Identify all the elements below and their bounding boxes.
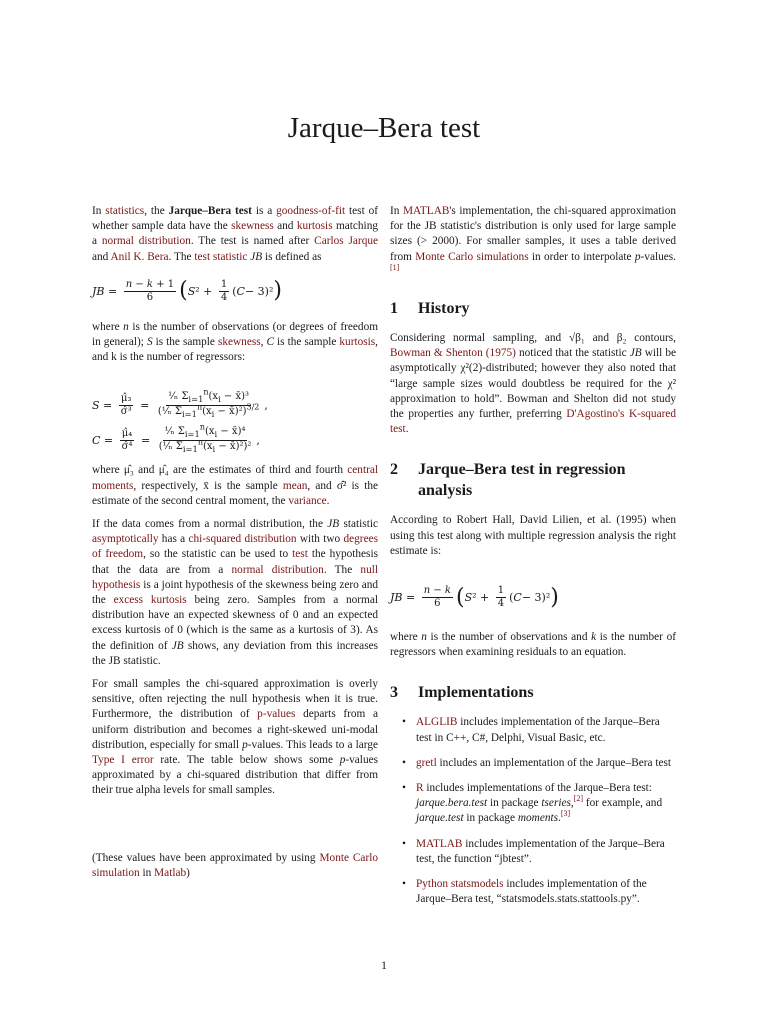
text-run: in bbox=[139, 866, 155, 879]
text-run: being zero. Samples from a normal distribution have an expected skewness of 0 and an expected excess kurtosis of 0 (which is the same as a kurtosis of 3). As the definition of bbox=[92, 594, 378, 652]
inline-link[interactable]: central moments bbox=[92, 464, 378, 492]
text-run: , bbox=[570, 797, 574, 810]
inline-link[interactable]: [2] bbox=[573, 794, 584, 804]
text-run: in package bbox=[463, 812, 518, 825]
skewness-formula: S = $\frac{\text{μ̂₃}}{\text{σ̂³}}$ = $\frac{^1⁄_n \Sigma_{i=1}^n(x_i - x̄)^3}{(^1⁄_n \Sigma_{i=1}^n(x_i - x̄)^2)^{3/2}}$ , bbox=[92, 388, 268, 420]
text-run: p bbox=[634, 250, 641, 263]
inline-link[interactable]: test statistic bbox=[194, 250, 248, 263]
inline-link[interactable]: excess kurtosis bbox=[113, 594, 187, 607]
implementations-list bbox=[390, 715, 676, 907]
text-run: . bbox=[405, 423, 409, 436]
text-run: -values. This leads to a large bbox=[247, 738, 378, 751]
text-run: , and k is the number of regressors: bbox=[92, 336, 378, 364]
text-run: , so the statistic can be used to bbox=[143, 548, 293, 561]
text-run: is defined as bbox=[262, 250, 322, 263]
inline-link[interactable]: normal distribution bbox=[101, 235, 191, 248]
inline-link[interactable]: [3] bbox=[560, 809, 571, 819]
list-item bbox=[416, 715, 676, 745]
inline-link[interactable]: degrees of freedom bbox=[92, 533, 378, 561]
text-run: is a bbox=[251, 205, 277, 217]
text-run: will be asymptotically χ²(2)-distributed; however they also noted that “large sample sizes would doubtless be required for the χ² approximation to hold”. Bowman and Shelton did not study the properties any further, preferring bbox=[390, 347, 676, 421]
text-run: . The bbox=[168, 250, 195, 263]
inline-link[interactable]: MATLAB bbox=[416, 837, 463, 850]
text-run: is the number of observations (or degrees of freedom in general); bbox=[92, 320, 378, 349]
text-run: includes implementation of the Jarque–Bera test, the function “jbtest”. bbox=[416, 837, 665, 865]
inline-link[interactable]: chi-squared distribution bbox=[188, 533, 297, 546]
inline-link[interactable]: MATLAB bbox=[402, 205, 450, 217]
text-run: ) bbox=[186, 866, 190, 879]
text-run: is the number of observations and bbox=[426, 631, 592, 644]
text-run: n bbox=[123, 320, 129, 333]
small-samples-paragraph bbox=[92, 677, 378, 799]
page-title: Jarque–Bera test bbox=[287, 112, 481, 144]
inline-link[interactable]: kurtosis bbox=[339, 336, 376, 349]
list-item bbox=[416, 756, 676, 771]
text-run: includes implementation of the Jarque–Bera test in C++, C#, Delphi, Visual Basic, etc. bbox=[416, 716, 660, 744]
text-run: includes implementations of the Jarque–Bera test: bbox=[423, 782, 652, 795]
inline-link[interactable]: Bowman & Shenton (1975) bbox=[390, 347, 516, 360]
text-run: S bbox=[146, 336, 153, 349]
text-run: , and σ̂² is the estimate of the second central moment, the bbox=[92, 479, 378, 507]
text-run: n bbox=[421, 631, 427, 644]
text-run: statistic bbox=[339, 518, 378, 531]
inline-link[interactable]: null hypothesis bbox=[92, 563, 378, 591]
text-run: moments bbox=[517, 812, 559, 825]
inline-link[interactable]: Monte Carlo simulation bbox=[92, 851, 379, 879]
text-run: JB bbox=[171, 639, 184, 652]
text-run: k bbox=[591, 631, 597, 644]
inline-link[interactable]: skewness bbox=[217, 336, 261, 349]
jb-formula: JB = $\frac{n - k + 1}{6}$ ( S ² + $\frac{1}{4}$ ( C − 3)² ) bbox=[92, 278, 282, 304]
matlab-paragraph bbox=[390, 204, 676, 280]
inline-link[interactable]: statistics bbox=[105, 205, 145, 217]
text-run: shows, any deviation from this increases the JB statistic. bbox=[92, 639, 378, 667]
text-run: matching a bbox=[92, 220, 378, 248]
kurtosis-formula: C = $\frac{\text{μ̂₄}}{\text{σ̂⁴}}$ = $\frac{^1⁄_n \Sigma_{i=1}^n(x_i - x̄)^4}{(^1⁄_n \Sigma_{i=1}^n(x_i - x̄)^2)^2}$ , bbox=[92, 423, 260, 455]
text-run: with two bbox=[296, 533, 344, 546]
history-paragraph bbox=[390, 331, 676, 437]
text-run: includes implementation of the Jarque–Bera test, “statsmodels.stats.stattools.py”. bbox=[416, 878, 647, 906]
text-run: is the number of regressors when examining residuals to an equation. bbox=[390, 631, 676, 659]
text-run: , bbox=[260, 336, 267, 349]
text-run: . bbox=[558, 812, 561, 825]
text-run: C bbox=[266, 336, 275, 349]
where-n-paragraph bbox=[92, 320, 378, 366]
inline-link[interactable]: gretl bbox=[416, 756, 437, 769]
text-run: , the bbox=[144, 205, 169, 217]
text-run: Considering normal sampling, and √β₁ and β₂ contours, bbox=[390, 332, 676, 345]
text-run: where bbox=[390, 631, 422, 644]
inline-link[interactable]: D'Agostino's K-squared test bbox=[390, 408, 677, 436]
text-run: JB bbox=[629, 347, 642, 360]
text-run: JB bbox=[250, 250, 263, 263]
text-run: For small samples the chi-squared approximation is overly sensitive, often rejecting the null hypothesis when it is true. Furthermore, the distribution of bbox=[92, 678, 378, 721]
text-run: p bbox=[339, 754, 346, 767]
inline-link[interactable]: Anil K. Bera bbox=[110, 250, 169, 263]
text-run: , respectively, x̄ is the sample bbox=[133, 479, 283, 492]
inline-link[interactable]: R bbox=[416, 782, 424, 795]
text-run: the hypothesis that the data are from a bbox=[92, 548, 378, 576]
text-run: p bbox=[242, 738, 248, 751]
text-run: rate. The table below shows some bbox=[153, 754, 340, 767]
text-run: for example, and bbox=[583, 797, 663, 810]
text-run: According to Robert Hall, David Lilien, et al. (1995) when using this test along with multiple regression analysis the right estimate is: bbox=[390, 514, 676, 557]
moments-paragraph bbox=[92, 463, 378, 509]
text-run: -values approximated by a chi-squared distribution that differ from their true alpha levels for small samples. bbox=[92, 754, 378, 797]
section-heading-regression: 2 Jarque–Bera test in regression analysis bbox=[390, 461, 626, 500]
inline-link[interactable]: Monte Carlo simulations bbox=[415, 250, 529, 263]
text-run: and bbox=[92, 250, 111, 263]
text-run: where bbox=[92, 320, 124, 333]
intro-paragraph bbox=[92, 204, 378, 265]
section-heading-history: 1 History bbox=[390, 300, 470, 318]
text-run: In bbox=[92, 205, 106, 217]
inline-link[interactable]: mean bbox=[282, 479, 308, 492]
normal-distribution-paragraph bbox=[92, 517, 378, 669]
text-run: jarque.bera.test bbox=[416, 797, 488, 810]
text-run: in order to interpolate bbox=[528, 250, 635, 263]
list-item bbox=[416, 837, 676, 867]
inline-link[interactable]: test bbox=[292, 548, 308, 561]
text-run: and bbox=[273, 220, 297, 233]
text-run: 's implementation, the chi-squared approximation for the JB statistic's distribution is only used for large sample sizes (> 2000). For smaller samples, it uses a table derived from bbox=[390, 205, 676, 263]
text-run: in package bbox=[487, 797, 542, 810]
text-run: (These values have been approximated by using bbox=[92, 851, 320, 864]
inline-link[interactable]: Type I error bbox=[92, 754, 154, 767]
inline-link[interactable]: [1] bbox=[390, 263, 400, 273]
text-run: . The bbox=[323, 563, 361, 576]
inline-link[interactable]: skewness bbox=[231, 220, 274, 233]
inline-link[interactable]: Matlab bbox=[154, 866, 187, 879]
text-run: departs from a uniform distribution and becomes a right-skewed uni-modal distribution, especially for small bbox=[92, 708, 378, 751]
section-heading-implementations: 3 Implementations bbox=[390, 684, 534, 702]
inline-link[interactable]: Python statsmodels bbox=[416, 878, 504, 891]
text-run: jarque.test bbox=[416, 812, 464, 825]
right-column bbox=[390, 204, 676, 917]
page-number: 1 bbox=[381, 958, 387, 972]
text-run: where μ̂₃ and μ̂₄ are the estimates of third and fourth bbox=[92, 464, 348, 477]
inline-link[interactable]: ALGLIB bbox=[416, 716, 458, 729]
inline-link[interactable]: asymptotically bbox=[92, 533, 159, 546]
list-item bbox=[416, 877, 676, 907]
list-item bbox=[416, 781, 676, 827]
text-run: tseries bbox=[541, 797, 571, 810]
regression-paragraph bbox=[390, 513, 676, 559]
monte-carlo-note bbox=[92, 851, 378, 881]
text-run: . bbox=[326, 494, 330, 507]
inline-link[interactable]: p-values bbox=[257, 708, 296, 721]
text-run: includes an implementation of the Jarque–Bera test bbox=[436, 756, 672, 769]
text-run: is a joint hypothesis of the skewness being zero and the bbox=[92, 578, 378, 607]
text-run: If the data comes from a normal distribution, the bbox=[92, 518, 328, 531]
text-run: JB bbox=[327, 518, 340, 531]
inline-link[interactable]: normal distribution bbox=[231, 563, 324, 576]
text-run: . The test is named after bbox=[190, 235, 315, 248]
text-run: is the sample bbox=[152, 336, 218, 349]
inline-link[interactable]: Carlos Jarque bbox=[314, 235, 379, 248]
inline-link[interactable]: goodness-of-fit bbox=[276, 205, 346, 217]
text-run: is the sample bbox=[274, 336, 340, 349]
left-column bbox=[92, 204, 378, 889]
text-run: has a bbox=[158, 533, 189, 546]
jb-regression-formula: JB = $\frac{n - k}{6}$ ( S ² + $\frac{1}{4}$ ( C − 3)² ) bbox=[390, 584, 559, 610]
text-run: Jarque–Bera test bbox=[168, 205, 252, 217]
inline-link[interactable]: variance bbox=[288, 494, 327, 507]
text-run: noticed that the statistic bbox=[515, 347, 630, 360]
text-run: -values. bbox=[640, 250, 676, 263]
where-k-paragraph bbox=[390, 630, 676, 660]
inline-link[interactable]: kurtosis bbox=[296, 220, 333, 233]
text-run: In bbox=[390, 205, 403, 217]
text-run: test of whether sample data have the bbox=[92, 205, 378, 233]
